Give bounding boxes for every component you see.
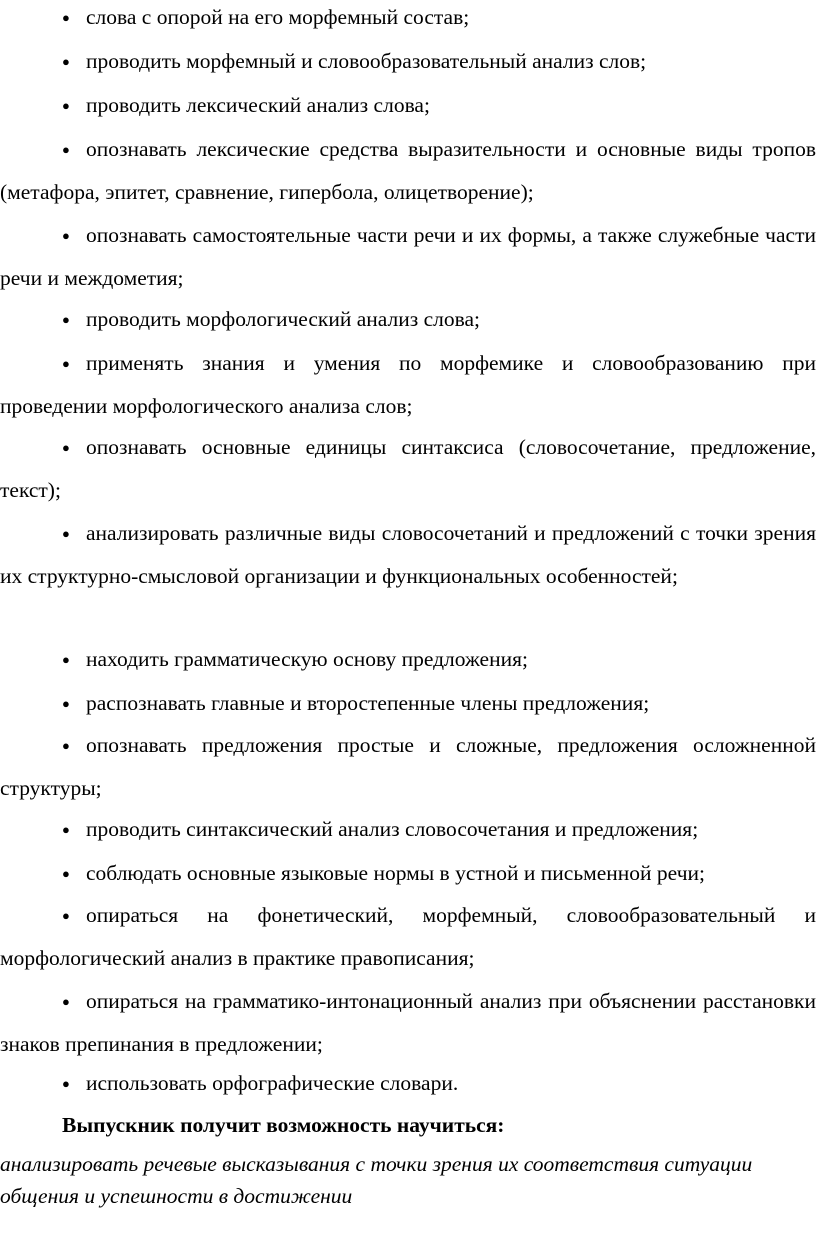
bullet-icon: ● bbox=[62, 10, 70, 25]
list-item bbox=[0, 894, 816, 979]
list-item bbox=[0, 724, 816, 809]
list-item bbox=[0, 638, 816, 681]
list-item-text: слова с опорой на его морфемный состав; bbox=[86, 5, 470, 29]
list-item-text: опознавать лексические средства выразительности и основные виды тропов (метафора, эпитет, сравнение, гипербола, олицетворение); bbox=[0, 137, 816, 204]
list-item bbox=[0, 84, 816, 127]
bullet-icon: ● bbox=[62, 738, 70, 753]
list-item bbox=[0, 0, 816, 39]
list-item bbox=[0, 852, 816, 895]
bullet-icon: ● bbox=[62, 54, 70, 69]
bullet-icon: ● bbox=[62, 822, 70, 837]
bullet-icon: ● bbox=[62, 142, 70, 157]
bullet-icon: ● bbox=[62, 356, 70, 371]
bullet-icon: ● bbox=[62, 994, 70, 1009]
list-item-text: проводить морфологический анализ слова; bbox=[86, 307, 481, 331]
list-item-text: опираться на грамматико-интонационный анализ при объяснении расстановки знаков препинания в предложении; bbox=[0, 989, 816, 1056]
bullet-icon: ● bbox=[62, 652, 70, 667]
list-item bbox=[0, 1062, 816, 1105]
section-heading: Выпускник получит возможность научиться: bbox=[62, 1113, 505, 1137]
bullet-icon: ● bbox=[62, 228, 70, 243]
list-item-text: анализировать различные виды словосочетаний и предложений с точки зрения их структурно-смысловой организации и функциональных особенностей; bbox=[0, 521, 816, 588]
list-item-text: опознавать основные единицы синтаксиса (словосочетание, предложение, текст); bbox=[0, 435, 816, 502]
bullet-icon: ● bbox=[62, 1076, 70, 1091]
list-item bbox=[0, 214, 816, 299]
list-item-text: использовать орфографические словари. bbox=[86, 1071, 459, 1095]
list-item bbox=[0, 682, 816, 725]
list-item-text: находить грамматическую основу предложения; bbox=[86, 647, 528, 671]
bullet-icon: ● bbox=[62, 866, 70, 881]
list-item bbox=[0, 128, 816, 213]
list-item bbox=[0, 40, 816, 83]
list-item bbox=[0, 980, 816, 1065]
list-item-text: применять знания и умения по морфемике и словообразованию при проведении морфологического анализа слов; bbox=[0, 351, 816, 418]
list-item-text: опираться на фонетический, морфемный, словообразовательный и морфологический анализ в практике правописания; bbox=[0, 903, 816, 970]
list-item-text: проводить морфемный и словообразовательный анализ слов; bbox=[86, 49, 647, 73]
list-item-text: распознавать главные и второстепенные члены предложения; bbox=[86, 691, 650, 715]
list-item-text: соблюдать основные языковые нормы в устной и письменной речи; bbox=[86, 861, 705, 885]
bullet-icon: ● bbox=[62, 312, 70, 327]
bullet-icon: ● bbox=[62, 98, 70, 113]
list-item bbox=[0, 808, 816, 851]
list-item-text: опознавать предложения простые и сложные, предложения осложненной структуры; bbox=[0, 733, 816, 800]
bullet-icon: ● bbox=[62, 526, 70, 541]
list-item bbox=[0, 298, 816, 341]
list-item-text: проводить синтаксический анализ словосочетания и предложения; bbox=[86, 817, 699, 841]
list-item-text: опознавать самостоятельные части речи и их формы, а также служебные части речи и междометия; bbox=[0, 223, 816, 290]
list-item bbox=[0, 512, 816, 597]
bullet-icon: ● bbox=[62, 908, 70, 923]
bullet-icon: ● bbox=[62, 440, 70, 455]
list-item-text: проводить лексический анализ слова; bbox=[86, 93, 430, 117]
italic-paragraph: анализировать речевые высказывания с точки зрения их соответствия ситуации общения и успешности в достижении bbox=[0, 1152, 753, 1208]
list-item bbox=[0, 342, 816, 427]
list-item bbox=[0, 426, 816, 511]
bullet-icon: ● bbox=[62, 696, 70, 711]
